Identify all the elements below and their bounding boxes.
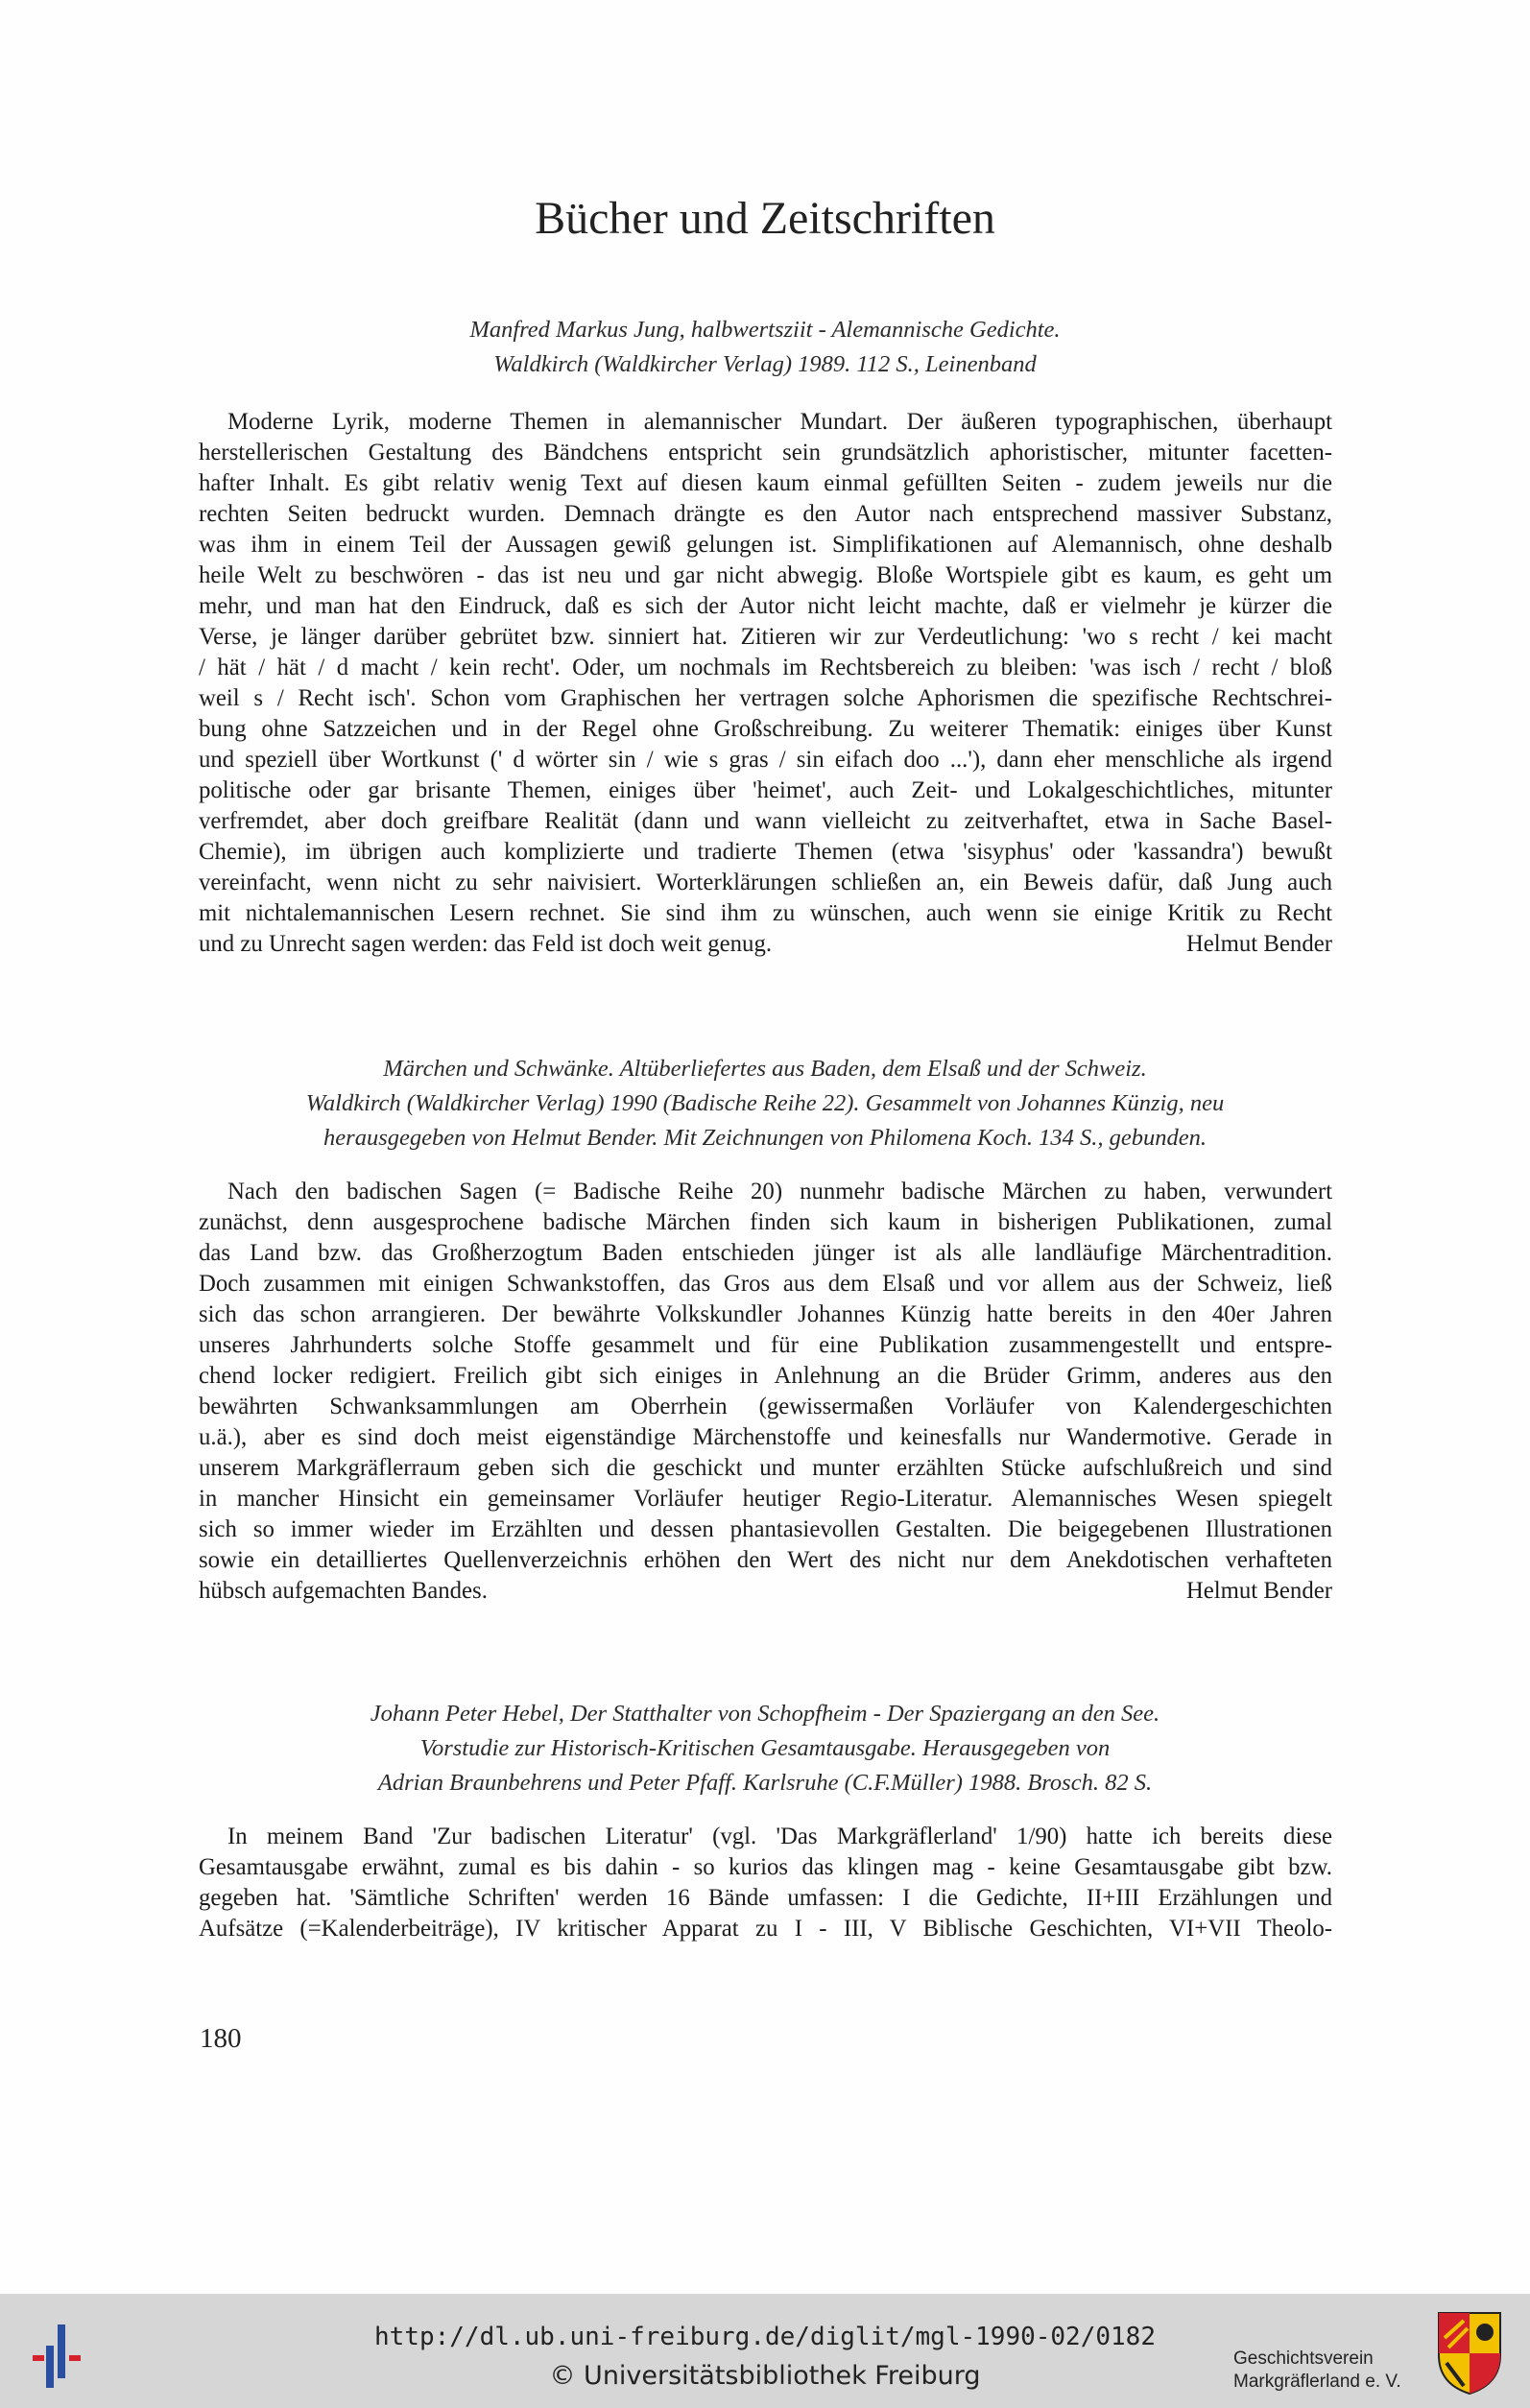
reference-line: Waldkirch (Waldkircher Verlag) 1990 (Badische Reihe 22). Gesammelt von Johannes Künzig, neu bbox=[305, 1090, 1225, 1116]
text-line: mehr, und man hat den Eindruck, daß es sich der Autor nicht leicht machte, daß er vielmehr je kürzer die bbox=[199, 593, 1332, 619]
review-2-reference bbox=[192, 1052, 1338, 1156]
text-line: gegeben hat. 'Sämtliche Schriften' werden 16 Bände umfassen: I die Gedichte, II+III Erzählungen und bbox=[199, 1885, 1332, 1911]
review-3-body bbox=[199, 1822, 1332, 1944]
text-line: sich das schon arrangieren. Der bewährte Volkskundler Johannes Künzig hatte bereits in den 40er Jahren bbox=[199, 1301, 1332, 1327]
text-line: unserem Markgräflerraum geben sich die geschickt und munter erzählten Stücke aufschlußreich und sind bbox=[199, 1455, 1332, 1481]
review-1-reference bbox=[192, 313, 1338, 382]
text-line: herstellerischen Gestaltung des Bändchens entspricht sein grundsätzlich aphoristischer, mitunter facetten- bbox=[199, 440, 1332, 465]
page-title: Bücher und Zeitschriften bbox=[535, 193, 995, 244]
text-line: Nach den badischen Sagen (= Badische Reihe 20) nunmehr badische Märchen zu haben, verwundert bbox=[227, 1179, 1332, 1204]
text-line: heile Welt zu beschwören - das ist neu und gar nicht abwegig. Bloße Wortspiele gibt es kaum, es geht um bbox=[199, 562, 1332, 588]
footer-url-link[interactable]: http://dl.ub.uni-freiburg.de/diglit/mgl-1990-02/0182 bbox=[374, 2323, 1156, 2351]
text-line: unseres Jahrhunderts solche Stoffe gesammelt und für eine Publikation zusammengestellt und entspre- bbox=[199, 1332, 1332, 1358]
reference-line: Waldkirch (Waldkircher Verlag) 1989. 112 S., Leinenband bbox=[493, 351, 1037, 377]
text-line: politische oder gar brisante Themen, einiges über 'heimet', auch Zeit- und Lokalgeschichtliches, mitunter bbox=[199, 777, 1332, 803]
review-2-body bbox=[199, 1177, 1332, 1607]
text-line: sowie ein detailliertes Quellenverzeichnis erhöhen den Wert des nicht nur dem Anekdotischen verhafteten bbox=[199, 1547, 1332, 1573]
reference-line: Adrian Braunbehrens und Peter Pfaff. Karlsruhe (C.F.Müller) 1988. Brosch. 82 S. bbox=[377, 1770, 1153, 1796]
text-line: hafter Inhalt. Es gibt relativ wenig Text auf diesen kaum einmal gefüllten Seiten - zudem jeweils nur die bbox=[199, 470, 1332, 496]
coat-of-arms-icon bbox=[1435, 2309, 1504, 2396]
text-line: / hät / hät / d macht / kein recht'. Oder, um nochmals im Rechtsbereich zu bleiben: 'was isch / recht / bloß bbox=[199, 655, 1332, 680]
text-line: bewährten Schwanksammlungen am Oberrhein (gewissermaßen Vorläufer von Kalendergeschichten bbox=[199, 1394, 1332, 1419]
reviewer-signature: Helmut Bender bbox=[1185, 1578, 1332, 1604]
reference-line: Johann Peter Hebel, Der Statthalter von Schopfheim - Der Spaziergang an den See. bbox=[370, 1701, 1160, 1727]
footer-organization bbox=[1233, 2348, 1401, 2394]
text-line: und speziell über Wortkunst (' d wörter sin / wie s gras / sin eifach doo ...'), dann eher menschliche als irgend bbox=[199, 747, 1332, 773]
text-line: Verse, je länger darüber gebrütet bzw. sinniert hat. Zitieren wir zur Verdeutlichung: 'wo s recht / kei macht bbox=[199, 624, 1332, 650]
text-line: in mancher Hinsicht ein gemeinsamer Vorläufer heutiger Regio-Literatur. Alemannisches Wesen spiegelt bbox=[199, 1486, 1332, 1512]
text-line: sich so immer wieder im Erzählten und dessen phantasievollen Gestalten. Die beigegebenen Illustrationen bbox=[199, 1516, 1332, 1542]
reference-line: herausgegeben von Helmut Bender. Mit Zeichnungen von Philomena Koch. 134 S., gebunden. bbox=[323, 1125, 1207, 1151]
text-line: und zu Unrecht sagen werden: das Feld ist doch weit genug. bbox=[199, 931, 773, 957]
text-line: Aufsätze (=Kalenderbeiträge), IV kritischer Apparat zu I - III, V Biblische Geschichten, VI+VII Theolo- bbox=[199, 1916, 1332, 1942]
text-line: zunächst, denn ausgesprochene badische Märchen finden sich kaum in bisherigen Publikationen, zumal bbox=[199, 1209, 1332, 1235]
text-line: In meinem Band 'Zur badischen Literatur' (vgl. 'Das Markgräflerland' 1/90) hatte ich bereits diese bbox=[227, 1824, 1332, 1849]
text-line: hübsch aufgemachten Bandes. bbox=[199, 1578, 488, 1604]
text-line: Gesamtausgabe erwähnt, zumal es bis dahin - so kurios das klingen mag - keine Gesamtausgabe gibt bzw. bbox=[199, 1854, 1332, 1880]
text-line: was ihm in einem Teil der Aussagen gewiß gelungen ist. Simplifikationen auf Alemannisch, ohne deshalb bbox=[199, 532, 1332, 558]
text-line: rechten Seiten bedruckt wurden. Demnach drängte es den Autor nach entsprechend massiver Substanz, bbox=[199, 501, 1332, 527]
footer-bar bbox=[0, 2294, 1530, 2408]
text-line: u.ä.), aber es sind doch meist eigenständige Märchenstoffe und keinesfalls nur Wandermotive. Gerade in bbox=[199, 1424, 1332, 1450]
text-line: Moderne Lyrik, moderne Themen in alemannischer Mundart. Der äußeren typographischen, überhaupt bbox=[227, 409, 1332, 435]
footer-copyright: © Universitätsbibliothek Freiburg bbox=[549, 2361, 981, 2391]
org-name-line: Markgräflerland e. V. bbox=[1233, 2372, 1401, 2392]
text-line: Chemie), im übrigen auch komplizierte und tradierte Themen (etwa 'sisyphus' oder 'kassandra') bewußt bbox=[199, 839, 1332, 865]
text-line: weil s / Recht isch'. Schon vom Graphischen her vertragen solche Aphorismen die spezifische Rechtschrei- bbox=[199, 685, 1332, 711]
review-1-body bbox=[199, 407, 1332, 960]
text-line: das Land bzw. das Großherzogtum Baden entschieden jünger ist als alle landläufige Märchentradition. bbox=[199, 1240, 1332, 1266]
text-line: vereinfacht, wenn nicht zu sehr naivisiert. Worterklärungen schließen an, ein Beweis dafür, daß Jung auch bbox=[199, 870, 1332, 895]
text-line: chend locker redigiert. Freilich gibt sich einiges in Anlehnung an die Brüder Grimm, anderes aus den bbox=[199, 1363, 1332, 1389]
closing-line bbox=[199, 1576, 1332, 1607]
text-line: mit nichtalemannischen Lesern rechnet. Sie sind ihm zu wünschen, auch wenn sie einige Kritik zu Recht bbox=[199, 900, 1332, 926]
reference-line: Märchen und Schwänke. Altüberliefertes aus Baden, dem Elsaß und der Schweiz. bbox=[383, 1056, 1147, 1082]
reference-line: Vorstudie zur Historisch-Kritischen Gesamtausgabe. Herausgegeben von bbox=[419, 1735, 1111, 1761]
text-line: bung ohne Satzzeichen und in der Regel ohne Großschreibung. Zu weiterer Thematik: einiges über Kunst bbox=[199, 716, 1332, 742]
text-line: Doch zusammen mit einigen Schwankstoffen, das Gros aus dem Elsaß und vor allem aus der Schweiz, ließ bbox=[199, 1271, 1332, 1297]
reviewer-signature: Helmut Bender bbox=[1185, 931, 1332, 957]
org-name-line: Geschichtsverein bbox=[1233, 2348, 1374, 2369]
review-3-reference bbox=[192, 1697, 1338, 1800]
text-line: verfremdet, aber doch greifbare Realität (dann und wann vielleicht zu zeitverhaftet, etwa in Sache Basel- bbox=[199, 808, 1332, 834]
page-number: 180 bbox=[200, 2023, 242, 2054]
closing-line bbox=[199, 929, 1332, 960]
reference-line: Manfred Markus Jung, halbwertsziit - Alemannische Gedichte. bbox=[469, 317, 1061, 343]
